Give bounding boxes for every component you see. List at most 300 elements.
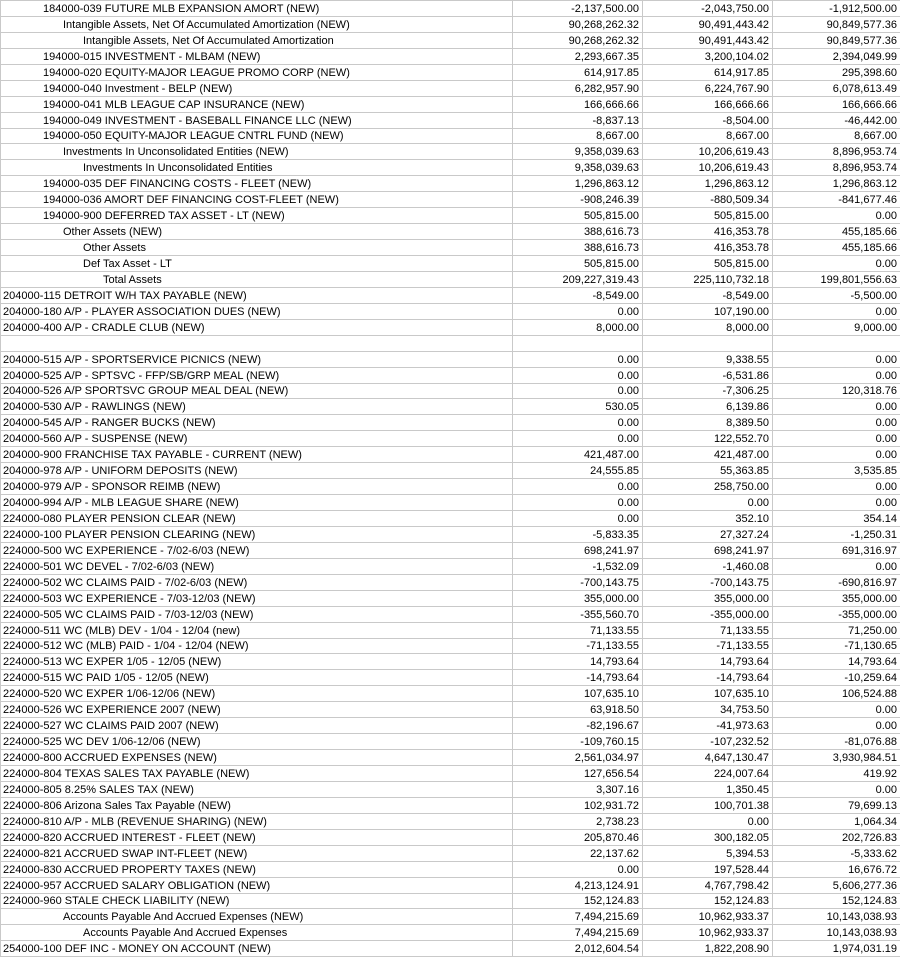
amount-cell-col1[interactable]: 152,124.83 (513, 893, 643, 909)
amount-cell-col2[interactable]: 8,667.00 (643, 128, 773, 144)
amount-cell-col3[interactable]: 1,974,031.19 (773, 941, 900, 957)
account-label-cell[interactable]: 224000-080 PLAYER PENSION CLEAR (NEW) (1, 511, 513, 527)
table-row (1, 702, 900, 718)
table-row (1, 781, 900, 797)
table-row (1, 64, 900, 80)
account-label-cell[interactable]: 224000-512 WC (MLB) PAID - 1/04 - 12/04 (NEW) (1, 638, 513, 654)
amount-cell-col2[interactable]: 258,750.00 (643, 479, 773, 495)
amount-cell-col2[interactable]: -8,504.00 (643, 112, 773, 128)
table-row (1, 415, 900, 431)
table-row (1, 399, 900, 415)
amount-cell-col1[interactable]: 0.00 (513, 383, 643, 399)
table-row (1, 240, 900, 256)
amount-cell-col2[interactable]: 4,767,798.42 (643, 877, 773, 893)
amount-cell-col1[interactable] (513, 335, 643, 351)
amount-cell-col3[interactable]: -841,677.46 (773, 192, 900, 208)
amount-cell-col3[interactable]: 0.00 (773, 558, 900, 574)
amount-cell-col1[interactable]: 0.00 (513, 351, 643, 367)
amount-cell-col3[interactable]: 202,726.83 (773, 829, 900, 845)
amount-cell-col3[interactable]: 6,078,613.49 (773, 80, 900, 96)
table-row (1, 319, 900, 335)
amount-cell-col1[interactable]: 90,268,262.32 (513, 16, 643, 32)
amount-cell-col2[interactable]: 107,635.10 (643, 686, 773, 702)
amount-cell-col1[interactable]: 698,241.97 (513, 542, 643, 558)
amount-cell-col3[interactable]: 14,793.64 (773, 654, 900, 670)
table-row (1, 351, 900, 367)
amount-cell-col3[interactable]: 1,064.34 (773, 813, 900, 829)
amount-cell-col2[interactable]: -1,460.08 (643, 558, 773, 574)
amount-cell-col2[interactable]: 614,917.85 (643, 64, 773, 80)
amount-cell-col3[interactable]: 0.00 (773, 256, 900, 272)
table-row (1, 829, 900, 845)
account-label-cell[interactable]: 224000-100 PLAYER PENSION CLEARING (NEW) (1, 526, 513, 542)
amount-cell-col3[interactable]: 3,535.85 (773, 463, 900, 479)
amount-cell-col2[interactable]: 4,647,130.47 (643, 750, 773, 766)
amount-cell-col2[interactable]: -14,793.64 (643, 670, 773, 686)
table-row (1, 48, 900, 64)
table-row (1, 925, 900, 941)
account-label-cell[interactable]: Investments In Unconsolidated Entities (1, 160, 513, 176)
account-label-cell[interactable]: 204000-115 DETROIT W/H TAX PAYABLE (NEW) (1, 287, 513, 303)
amount-cell-col1[interactable]: 0.00 (513, 367, 643, 383)
amount-cell-col1[interactable]: 2,012,604.54 (513, 941, 643, 957)
amount-cell-col3[interactable]: -690,816.97 (773, 574, 900, 590)
amount-cell-col3[interactable]: 0.00 (773, 431, 900, 447)
account-label-cell[interactable]: 224000-960 STALE CHECK LIABILITY (NEW) (1, 893, 513, 909)
table-row (1, 686, 900, 702)
account-label-cell[interactable]: 224000-511 WC (MLB) DEV - 1/04 - 12/04 (new) (1, 622, 513, 638)
account-label-cell[interactable]: 224000-821 ACCRUED SWAP INT-FLEET (NEW) (1, 845, 513, 861)
account-label-cell[interactable]: 224000-810 A/P - MLB (REVENUE SHARING) (NEW) (1, 813, 513, 829)
amount-cell-col3[interactable]: 166,666.66 (773, 96, 900, 112)
account-label-cell[interactable]: 194000-900 DEFERRED TAX ASSET - LT (NEW) (1, 208, 513, 224)
amount-cell-col3[interactable]: -46,442.00 (773, 112, 900, 128)
amount-cell-col2[interactable]: 1,822,208.90 (643, 941, 773, 957)
amount-cell-col1[interactable]: -14,793.64 (513, 670, 643, 686)
amount-cell-col3[interactable]: 199,801,556.63 (773, 271, 900, 287)
account-label-cell[interactable]: 194000-041 MLB LEAGUE CAP INSURANCE (NEW) (1, 96, 513, 112)
amount-cell-col1[interactable]: 102,931.72 (513, 797, 643, 813)
amount-cell-col3[interactable]: 16,676.72 (773, 861, 900, 877)
amount-cell-col3[interactable]: 152,124.83 (773, 893, 900, 909)
account-label-cell[interactable]: 204000-400 A/P - CRADLE CLUB (NEW) (1, 319, 513, 335)
amount-cell-col3[interactable]: 106,524.88 (773, 686, 900, 702)
amount-cell-col2[interactable]: 8,389.50 (643, 415, 773, 431)
amount-cell-col1[interactable]: 8,667.00 (513, 128, 643, 144)
amount-cell-col2[interactable]: 27,327.24 (643, 526, 773, 542)
amount-cell-col2[interactable]: 14,793.64 (643, 654, 773, 670)
table-row (1, 718, 900, 734)
account-label-cell[interactable]: 194000-040 Investment - BELP (NEW) (1, 80, 513, 96)
table-row (1, 941, 900, 957)
amount-cell-col2[interactable]: 90,491,443.42 (643, 32, 773, 48)
amount-cell-col2[interactable]: 10,962,933.37 (643, 909, 773, 925)
amount-cell-col1[interactable]: 205,870.46 (513, 829, 643, 845)
amount-cell-col1[interactable]: 63,918.50 (513, 702, 643, 718)
amount-cell-col3[interactable]: 419.92 (773, 766, 900, 782)
table-row (1, 511, 900, 527)
account-label-cell[interactable]: 224000-526 WC EXPERIENCE 2007 (NEW) (1, 702, 513, 718)
account-label-cell[interactable]: 194000-049 INVESTMENT - BASEBALL FINANCE LLC (NEW) (1, 112, 513, 128)
amount-cell-col2[interactable]: 100,701.38 (643, 797, 773, 813)
account-label-cell[interactable]: 184000-039 FUTURE MLB EXPANSION AMORT (NEW) (1, 1, 513, 17)
amount-cell-col2[interactable]: 10,206,619.43 (643, 160, 773, 176)
amount-cell-col1[interactable]: -355,560.70 (513, 606, 643, 622)
amount-cell-col2[interactable]: 6,139.86 (643, 399, 773, 415)
amount-cell-col1[interactable]: 7,494,215.69 (513, 925, 643, 941)
amount-cell-col3[interactable]: 10,143,038.93 (773, 925, 900, 941)
amount-cell-col2[interactable] (643, 335, 773, 351)
amount-cell-col2[interactable]: 300,182.05 (643, 829, 773, 845)
account-label-cell[interactable]: 194000-020 EQUITY-MAJOR LEAGUE PROMO CORP (NEW) (1, 64, 513, 80)
table-row (1, 590, 900, 606)
amount-cell-col3[interactable]: 691,316.97 (773, 542, 900, 558)
amount-cell-col3[interactable]: 0.00 (773, 415, 900, 431)
account-label-cell[interactable]: 204000-180 A/P - PLAYER ASSOCIATION DUES (NEW) (1, 303, 513, 319)
amount-cell-col3[interactable]: 1,296,863.12 (773, 176, 900, 192)
amount-cell-col2[interactable]: -2,043,750.00 (643, 1, 773, 17)
account-label-cell[interactable]: 224000-502 WC CLAIMS PAID - 7/02-6/03 (NEW) (1, 574, 513, 590)
account-label-cell[interactable]: 204000-526 A/P SPORTSVC GROUP MEAL DEAL (NEW) (1, 383, 513, 399)
amount-cell-col2[interactable]: 3,200,104.02 (643, 48, 773, 64)
account-label-cell[interactable]: 224000-513 WC EXPER 1/05 - 12/05 (NEW) (1, 654, 513, 670)
table-row (1, 208, 900, 224)
amount-cell-col3[interactable]: -5,500.00 (773, 287, 900, 303)
table-row (1, 670, 900, 686)
amount-cell-col1[interactable]: 388,616.73 (513, 240, 643, 256)
amount-cell-col3[interactable]: 0.00 (773, 702, 900, 718)
amount-cell-col2[interactable]: 71,133.55 (643, 622, 773, 638)
amount-cell-col3[interactable]: -5,333.62 (773, 845, 900, 861)
amount-cell-col3[interactable]: 71,250.00 (773, 622, 900, 638)
table-row (1, 80, 900, 96)
table-row (1, 845, 900, 861)
amount-cell-col1[interactable]: 9,358,039.63 (513, 144, 643, 160)
amount-cell-col3[interactable]: 8,896,953.74 (773, 160, 900, 176)
amount-cell-col3[interactable]: 0.00 (773, 447, 900, 463)
amount-cell-col1[interactable]: 0.00 (513, 495, 643, 511)
amount-cell-col2[interactable]: 224,007.64 (643, 766, 773, 782)
amount-cell-col3[interactable]: -71,130.65 (773, 638, 900, 654)
account-label-cell[interactable]: 204000-560 A/P - SUSPENSE (NEW) (1, 431, 513, 447)
amount-cell-col3[interactable]: 0.00 (773, 208, 900, 224)
amount-cell-col3[interactable]: -81,076.88 (773, 734, 900, 750)
amount-cell-col3[interactable]: 355,000.00 (773, 590, 900, 606)
amount-cell-col1[interactable]: 1,296,863.12 (513, 176, 643, 192)
table-row (1, 606, 900, 622)
amount-cell-col1[interactable]: 614,917.85 (513, 64, 643, 80)
table-row (1, 558, 900, 574)
table-row (1, 383, 900, 399)
amount-cell-col3[interactable]: -1,912,500.00 (773, 1, 900, 17)
account-label-cell[interactable]: 224000-800 ACCRUED EXPENSES (NEW) (1, 750, 513, 766)
amount-cell-col1[interactable]: 8,000.00 (513, 319, 643, 335)
amount-cell-col2[interactable]: -41,973.63 (643, 718, 773, 734)
amount-cell-col2[interactable]: 9,338.55 (643, 351, 773, 367)
table-row (1, 303, 900, 319)
table-row (1, 622, 900, 638)
table-row (1, 176, 900, 192)
table-row (1, 797, 900, 813)
amount-cell-col3[interactable]: 10,143,038.93 (773, 909, 900, 925)
account-label-cell[interactable]: 204000-994 A/P - MLB LEAGUE SHARE (NEW) (1, 495, 513, 511)
account-label-cell[interactable]: 224000-520 WC EXPER 1/06-12/06 (NEW) (1, 686, 513, 702)
table-row (1, 463, 900, 479)
amount-cell-col3[interactable]: 0.00 (773, 351, 900, 367)
amount-cell-col3[interactable]: 0.00 (773, 303, 900, 319)
account-label-cell[interactable]: 194000-050 EQUITY-MAJOR LEAGUE CNTRL FUND (NEW) (1, 128, 513, 144)
amount-cell-col3[interactable]: 79,699.13 (773, 797, 900, 813)
table-row (1, 574, 900, 590)
account-label-cell[interactable]: Intangible Assets, Net Of Accumulated Amortization (NEW) (1, 16, 513, 32)
amount-cell-col1[interactable]: 71,133.55 (513, 622, 643, 638)
amount-cell-col2[interactable]: 0.00 (643, 813, 773, 829)
amount-cell-col2[interactable]: -355,000.00 (643, 606, 773, 622)
table-row (1, 271, 900, 287)
amount-cell-col3[interactable]: 2,394,049.99 (773, 48, 900, 64)
account-label-cell[interactable]: 194000-015 INVESTMENT - MLBAM (NEW) (1, 48, 513, 64)
amount-cell-col3[interactable]: 90,849,577.36 (773, 32, 900, 48)
amount-cell-col1[interactable]: -5,833.35 (513, 526, 643, 542)
amount-cell-col2[interactable]: 0.00 (643, 495, 773, 511)
table-row (1, 542, 900, 558)
account-label-cell[interactable]: 224000-527 WC CLAIMS PAID 2007 (NEW) (1, 718, 513, 734)
amount-cell-col2[interactable]: 34,753.50 (643, 702, 773, 718)
account-label-cell[interactable]: 224000-503 WC EXPERIENCE - 7/03-12/03 (NEW) (1, 590, 513, 606)
amount-cell-col2[interactable]: -8,549.00 (643, 287, 773, 303)
account-label-cell[interactable]: Other Assets (NEW) (1, 224, 513, 240)
amount-cell-col1[interactable]: -71,133.55 (513, 638, 643, 654)
amount-cell-col1[interactable]: 22,137.62 (513, 845, 643, 861)
account-label-cell[interactable]: 224000-830 ACCRUED PROPERTY TAXES (NEW) (1, 861, 513, 877)
amount-cell-col3[interactable]: 0.00 (773, 367, 900, 383)
amount-cell-col1[interactable]: -8,549.00 (513, 287, 643, 303)
account-label-cell[interactable]: Total Assets (1, 271, 513, 287)
table-row (1, 734, 900, 750)
amount-cell-col3[interactable]: 90,849,577.36 (773, 16, 900, 32)
amount-cell-col1[interactable]: 2,738.23 (513, 813, 643, 829)
amount-cell-col3[interactable]: 455,185.66 (773, 224, 900, 240)
account-label-cell[interactable]: 204000-515 A/P - SPORTSERVICE PICNICS (NEW) (1, 351, 513, 367)
table-row (1, 256, 900, 272)
amount-cell-col3[interactable]: 455,185.66 (773, 240, 900, 256)
amount-cell-col2[interactable]: 197,528.44 (643, 861, 773, 877)
amount-cell-col2[interactable]: 698,241.97 (643, 542, 773, 558)
table-row (1, 479, 900, 495)
amount-cell-col1[interactable]: 0.00 (513, 415, 643, 431)
amount-cell-col3[interactable]: -1,250.31 (773, 526, 900, 542)
table-row (1, 750, 900, 766)
amount-cell-col1[interactable]: 388,616.73 (513, 224, 643, 240)
table-row (1, 813, 900, 829)
amount-cell-col3[interactable]: 0.00 (773, 479, 900, 495)
amount-cell-col1[interactable]: -908,246.39 (513, 192, 643, 208)
table-row (1, 447, 900, 463)
amount-cell-col1[interactable]: 3,307.16 (513, 781, 643, 797)
amount-cell-col1[interactable]: 355,000.00 (513, 590, 643, 606)
amount-cell-col1[interactable]: 6,282,957.90 (513, 80, 643, 96)
table-row (1, 877, 900, 893)
account-label-cell[interactable]: 204000-525 A/P - SPTSVC - FFP/SB/GRP MEAL (NEW) (1, 367, 513, 383)
amount-cell-col1[interactable]: -82,196.67 (513, 718, 643, 734)
amount-cell-col1[interactable]: 209,227,319.43 (513, 271, 643, 287)
table-row (1, 431, 900, 447)
account-label-cell[interactable]: Def Tax Asset - LT (1, 256, 513, 272)
amount-cell-col1[interactable]: -8,837.13 (513, 112, 643, 128)
table-row (1, 526, 900, 542)
amount-cell-col2[interactable]: -7,306.25 (643, 383, 773, 399)
amount-cell-col2[interactable]: 107,190.00 (643, 303, 773, 319)
amount-cell-col3[interactable]: 354.14 (773, 511, 900, 527)
amount-cell-col2[interactable]: 90,491,443.42 (643, 16, 773, 32)
amount-cell-col1[interactable]: 0.00 (513, 431, 643, 447)
amount-cell-col3[interactable]: 8,896,953.74 (773, 144, 900, 160)
amount-cell-col3[interactable]: 0.00 (773, 399, 900, 415)
table-row (1, 287, 900, 303)
amount-cell-col1[interactable]: 166,666.66 (513, 96, 643, 112)
account-label-cell[interactable]: 204000-979 A/P - SPONSOR REIMB (NEW) (1, 479, 513, 495)
amount-cell-col3[interactable]: -10,259.64 (773, 670, 900, 686)
amount-cell-col2[interactable]: 8,000.00 (643, 319, 773, 335)
amount-cell-col2[interactable]: 416,353.78 (643, 224, 773, 240)
amount-cell-col1[interactable]: 4,213,124.91 (513, 877, 643, 893)
amount-cell-col2[interactable]: 1,350.45 (643, 781, 773, 797)
table-row (1, 96, 900, 112)
account-label-cell[interactable]: Intangible Assets, Net Of Accumulated Amortization (1, 32, 513, 48)
amount-cell-col1[interactable]: 0.00 (513, 861, 643, 877)
amount-cell-col1[interactable]: 530.05 (513, 399, 643, 415)
table-row (1, 144, 900, 160)
amount-cell-col1[interactable]: 2,293,667.35 (513, 48, 643, 64)
amount-cell-col2[interactable]: 225,110,732.18 (643, 271, 773, 287)
amount-cell-col2[interactable]: 10,962,933.37 (643, 925, 773, 941)
amount-cell-col1[interactable]: 505,815.00 (513, 208, 643, 224)
amount-cell-col1[interactable]: 505,815.00 (513, 256, 643, 272)
amount-cell-col3[interactable]: 5,606,277.36 (773, 877, 900, 893)
amount-cell-col1[interactable]: 421,487.00 (513, 447, 643, 463)
account-label-cell[interactable]: 194000-035 DEF FINANCING COSTS - FLEET (NEW) (1, 176, 513, 192)
amount-cell-col1[interactable]: 107,635.10 (513, 686, 643, 702)
amount-cell-col2[interactable]: 10,206,619.43 (643, 144, 773, 160)
amount-cell-col1[interactable]: 2,561,034.97 (513, 750, 643, 766)
table-row (1, 32, 900, 48)
amount-cell-col1[interactable]: 7,494,215.69 (513, 909, 643, 925)
amount-cell-col3[interactable]: 295,398.60 (773, 64, 900, 80)
amount-cell-col2[interactable]: 355,000.00 (643, 590, 773, 606)
table-row (1, 224, 900, 240)
amount-cell-col2[interactable]: -71,133.55 (643, 638, 773, 654)
account-label-cell[interactable]: 224000-957 ACCRUED SALARY OBLIGATION (NEW) (1, 877, 513, 893)
amount-cell-col2[interactable]: -107,232.52 (643, 734, 773, 750)
amount-cell-col2[interactable]: 152,124.83 (643, 893, 773, 909)
table-row (1, 893, 900, 909)
amount-cell-col1[interactable]: -700,143.75 (513, 574, 643, 590)
amount-cell-col1[interactable]: -1,532.09 (513, 558, 643, 574)
amount-cell-col2[interactable]: 505,815.00 (643, 208, 773, 224)
account-label-cell[interactable]: 224000-805 8.25% SALES TAX (NEW) (1, 781, 513, 797)
account-label-cell[interactable]: 254000-100 DEF INC - MONEY ON ACCOUNT (NEW) (1, 941, 513, 957)
amount-cell-col2[interactable]: 352.10 (643, 511, 773, 527)
account-label-cell[interactable]: 224000-804 TEXAS SALES TAX PAYABLE (NEW) (1, 766, 513, 782)
amount-cell-col3[interactable]: 0.00 (773, 495, 900, 511)
amount-cell-col2[interactable]: -880,509.34 (643, 192, 773, 208)
amount-cell-col1[interactable]: 14,793.64 (513, 654, 643, 670)
account-label-cell[interactable]: Investments In Unconsolidated Entities (NEW) (1, 144, 513, 160)
amount-cell-col3[interactable]: 8,667.00 (773, 128, 900, 144)
table-row (1, 192, 900, 208)
amount-cell-col1[interactable]: -2,137,500.00 (513, 1, 643, 17)
table-row (1, 861, 900, 877)
account-label-cell[interactable]: Accounts Payable And Accrued Expenses (1, 925, 513, 941)
balance-sheet-body (1, 1, 900, 957)
table-row (1, 1, 900, 17)
account-label-cell[interactable]: 224000-525 WC DEV 1/06-12/06 (NEW) (1, 734, 513, 750)
account-label-cell[interactable]: 204000-900 FRANCHISE TAX PAYABLE - CURRENT (NEW) (1, 447, 513, 463)
amount-cell-col2[interactable]: 1,296,863.12 (643, 176, 773, 192)
account-label-cell[interactable]: Other Assets (1, 240, 513, 256)
table-row (1, 367, 900, 383)
amount-cell-col1[interactable]: 9,358,039.63 (513, 160, 643, 176)
amount-cell-col2[interactable]: 122,552.70 (643, 431, 773, 447)
account-label-cell[interactable]: 194000-036 AMORT DEF FINANCING COST-FLEET (NEW) (1, 192, 513, 208)
account-label-cell[interactable]: 224000-806 Arizona Sales Tax Payable (NEW) (1, 797, 513, 813)
amount-cell-col1[interactable]: 0.00 (513, 511, 643, 527)
amount-cell-col2[interactable]: 6,224,767.90 (643, 80, 773, 96)
amount-cell-col1[interactable]: 0.00 (513, 303, 643, 319)
amount-cell-col3[interactable]: 120,318.76 (773, 383, 900, 399)
amount-cell-col2[interactable]: 505,815.00 (643, 256, 773, 272)
account-label-cell[interactable]: 224000-515 WC PAID 1/05 - 12/05 (NEW) (1, 670, 513, 686)
amount-cell-col2[interactable]: 5,394.53 (643, 845, 773, 861)
account-label-cell[interactable]: 204000-530 A/P - RAWLINGS (NEW) (1, 399, 513, 415)
amount-cell-col3[interactable]: 0.00 (773, 718, 900, 734)
amount-cell-col1[interactable]: 0.00 (513, 479, 643, 495)
amount-cell-col2[interactable]: -700,143.75 (643, 574, 773, 590)
table-row (1, 654, 900, 670)
table-row (1, 638, 900, 654)
amount-cell-col3[interactable] (773, 335, 900, 351)
amount-cell-col2[interactable]: -6,531.86 (643, 367, 773, 383)
table-row (1, 909, 900, 925)
amount-cell-col3[interactable]: 3,930,984.51 (773, 750, 900, 766)
account-label-cell[interactable]: 224000-500 WC EXPERIENCE - 7/02-6/03 (NEW) (1, 542, 513, 558)
amount-cell-col1[interactable]: 127,656.54 (513, 766, 643, 782)
amount-cell-col2[interactable]: 166,666.66 (643, 96, 773, 112)
table-row (1, 766, 900, 782)
table-row (1, 160, 900, 176)
account-label-cell[interactable]: Accounts Payable And Accrued Expenses (NEW) (1, 909, 513, 925)
amount-cell-col2[interactable]: 421,487.00 (643, 447, 773, 463)
table-row (1, 495, 900, 511)
account-label-cell[interactable]: 204000-978 A/P - UNIFORM DEPOSITS (NEW) (1, 463, 513, 479)
amount-cell-col2[interactable]: 416,353.78 (643, 240, 773, 256)
amount-cell-col3[interactable]: -355,000.00 (773, 606, 900, 622)
table-row (1, 128, 900, 144)
amount-cell-col1[interactable]: -109,760.15 (513, 734, 643, 750)
amount-cell-col2[interactable]: 55,363.85 (643, 463, 773, 479)
table-row (1, 335, 900, 351)
amount-cell-col3[interactable]: 0.00 (773, 781, 900, 797)
account-label-cell[interactable] (1, 335, 513, 351)
amount-cell-col1[interactable]: 90,268,262.32 (513, 32, 643, 48)
amount-cell-col3[interactable]: 9,000.00 (773, 319, 900, 335)
account-label-cell[interactable]: 204000-545 A/P - RANGER BUCKS (NEW) (1, 415, 513, 431)
amount-cell-col1[interactable]: 24,555.85 (513, 463, 643, 479)
account-label-cell[interactable]: 224000-820 ACCRUED INTEREST - FLEET (NEW) (1, 829, 513, 845)
account-label-cell[interactable]: 224000-501 WC DEVEL - 7/02-6/03 (NEW) (1, 558, 513, 574)
table-row (1, 16, 900, 32)
account-label-cell[interactable]: 224000-505 WC CLAIMS PAID - 7/03-12/03 (NEW) (1, 606, 513, 622)
